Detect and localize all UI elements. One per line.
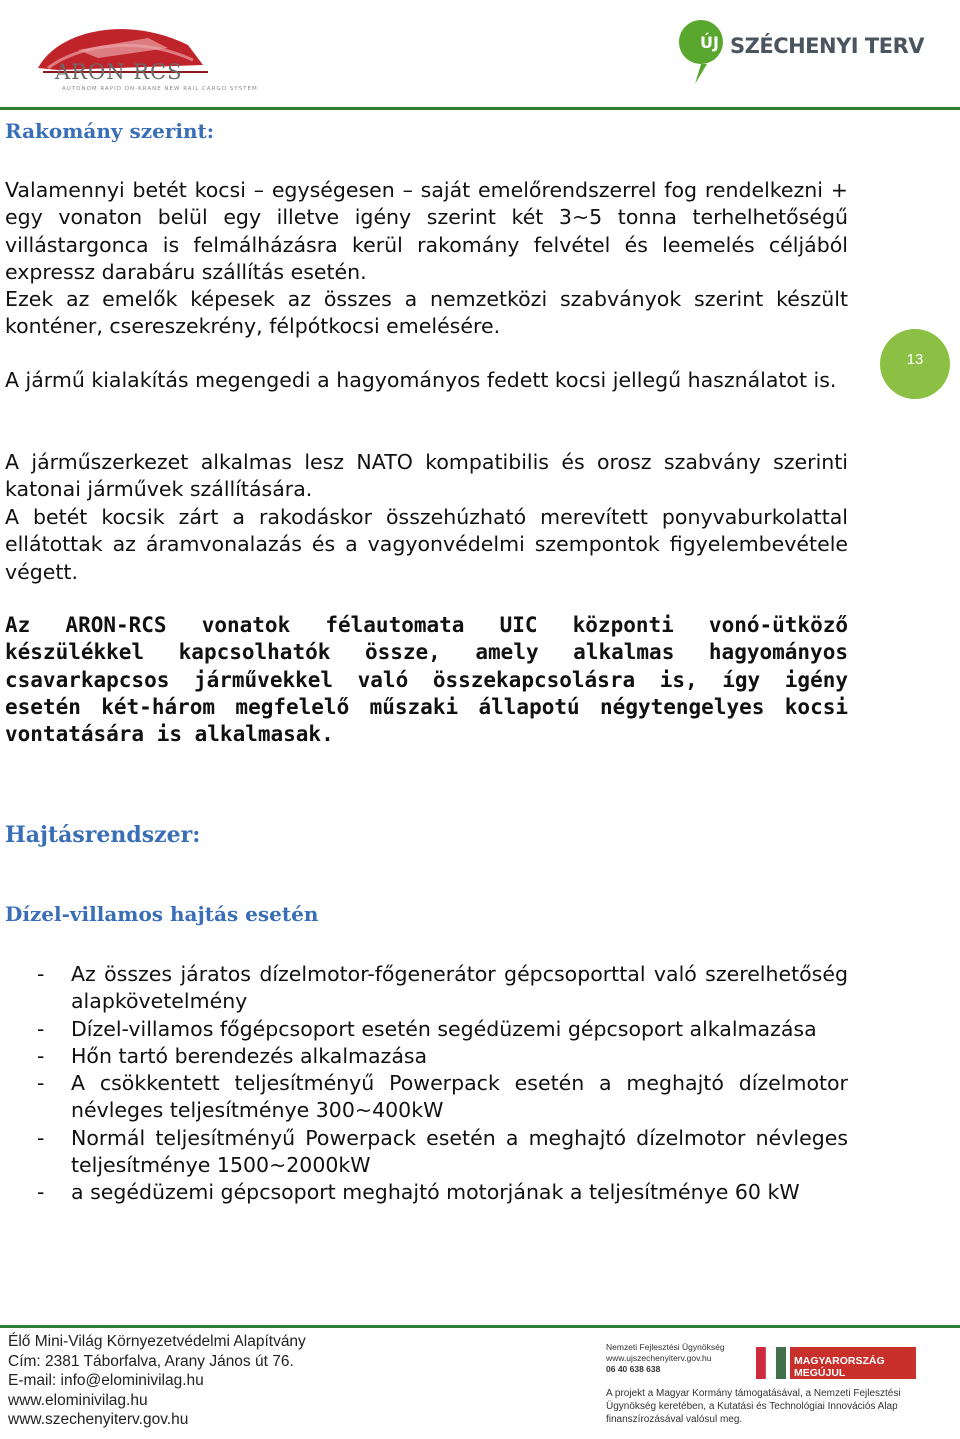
list-item [5,1179,848,1206]
banner-label: MAGYARORSZÁG MEGÚJUL [794,1355,885,1379]
paragraph: Valamennyi betét kocsi – egységesen – saját emelőrendszerrel fog rendelkezni + egy vonaton belül egy illetve igény szerint két 3~5 tonna terhelhetőségű villástargonca is felmálházásra kerül rakomány felvétel és leemelés céljából expressz darabáru szállítás esetén. [5,178,848,284]
funding-note: A projekt a Magyar Kormány támogatásával, a Nemzeti Fejlesztési Ügynökség keretében, a Kutatási és Technológiai Innovációs Alap finanszírozásával valósul meg. [606,1388,901,1425]
footer-rule [0,1325,960,1328]
header-rule [0,107,960,110]
agency-phone: 06 40 638 638 [606,1364,661,1374]
aron-logo-name: ARON RCS [55,60,183,84]
list-dash: - [37,1016,45,1041]
list-item-text: Hőn tartó berendezés alkalmazása [71,1043,428,1068]
footer-szechenyi-link[interactable]: www.szechenyiterv.gov.hu [8,1411,189,1429]
agency-website: www.ujszechenyiterv.gov.hu [606,1353,712,1363]
list-item [5,1125,848,1180]
paragraph: A jármű kialakítás megengedi a hagyományos fedett kocsi jellegű használatot is. [5,368,837,392]
list-item-text: A csökkentett teljesítményű Powerpack esetén a meghajtó dízelmotor névleges teljesítménye 300~400kW [71,1071,848,1123]
section-heading-propulsion: Hajtásrendszer: [5,822,201,848]
list-dash: - [37,962,45,986]
list-dash: - [37,1180,45,1205]
list-item-text: Normál teljesítményű Powerpack esetén a meghajtó dízelmotor névleges teljesítménye 1500~2000kW [71,1125,848,1178]
list-item [5,961,848,1016]
footer-email: E-mail: info@elominivilag.hu [8,1372,204,1390]
list-item [5,1043,848,1070]
list-item-text: a segédüzemi gépcsoport meghajtó motorjának a teljesítménye 60 kW [71,1180,800,1205]
paragraph: A járműszerkezet alkalmas lesz NATO kompatibilis és orosz szabvány szerinti katonai járművek szállítására. [5,450,848,502]
list-item-text: Az összes járatos dízelmotor-főgenerátor gépcsoporttal való szerelhetőség alapkövetelmény [71,962,848,1014]
list-dash: - [37,1043,45,1068]
subheading-diesel-electric: Dízel-villamos hajtás esetén [5,902,319,926]
footer-funding-block [606,1342,936,1425]
section-heading-cargo: Rakomány szerint: [5,119,215,143]
list-dash: - [37,1125,45,1150]
agency-name: Nemzeti Fejlesztési Ügynökség [606,1342,725,1352]
list-item [5,1070,848,1125]
page-number-badge: 13 [880,329,950,399]
szechenyi-uj-label: ÚJ [700,33,719,52]
footer-org-name: Élő Mini-Világ Környezetvédelmi Alapítvány [8,1333,306,1350]
footer-contact [8,1332,306,1430]
list-dash: - [37,1071,45,1096]
paragraph: A betét kocsik zárt a rakodáskor összehúzható merevített ponyvaburkolattal ellátottak az áramvonalazás és a vagyonvédelmi szempontok figyelembevétele végett. [5,505,848,584]
list-item [5,1016,848,1043]
list-item-text: Dízel-villamos főgépcsoport esetén segédüzemi gépcsoport alkalmazása [71,1016,817,1041]
footer-address: Cím: 2381 Táborfalva, Arany János út 76. [8,1352,294,1370]
requirements-list [5,961,848,1207]
paragraph: Ezek az emelők képesek az összes a nemzetközi szabványok szerint készült konténer, csereszekrény, félpótkocsi emelésére. [5,287,848,339]
footer-website-link[interactable]: www.elominivilag.hu [8,1391,148,1409]
aron-logo-tagline: AUTONOM RAPID ON-KRANE NEW RAIL CARGO SYSTEM [62,86,258,92]
page-header [0,0,960,110]
szechenyi-brand-label: SZÉCHENYI TERV [730,34,925,58]
paragraph-bold: Az ARON-RCS vonatok félautomata UIC központi vonó-ütköző készülékkel kapcsolhatók össze, amely alkalmas hagyományos csavarkapcsos járművekkel való összekapcsolásra is, így igény esetén két-három megfelelő műszaki állapotú négytengelyes kocsi vontatására is alkalmasak. [5,613,848,747]
